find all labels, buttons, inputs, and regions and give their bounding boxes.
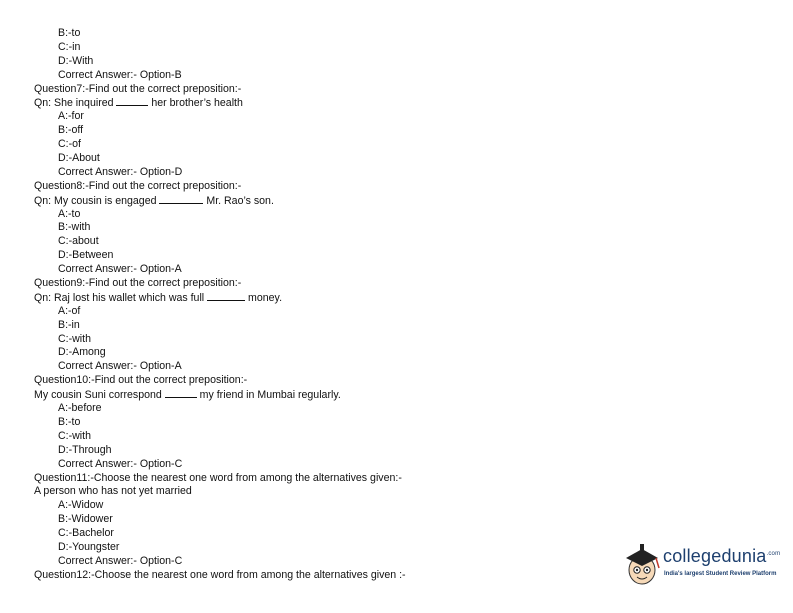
- answer-option: B:-with: [58, 221, 91, 234]
- answer-option: D:-With: [58, 54, 94, 67]
- answer-option: A:-of: [58, 304, 81, 317]
- question-heading: Question10:-Find out the correct preposition:-: [34, 374, 248, 387]
- question-stem: [34, 291, 594, 305]
- brand-name: collegedunia$^{.com}$: [663, 546, 781, 566]
- question-heading: Question8:-Find out the correct preposition:-: [34, 179, 242, 192]
- question-heading: Question11:-Choose the nearest one word from among the alternatives given:-: [34, 471, 402, 484]
- correct-answer: Correct Answer:- Option-A: [58, 360, 182, 373]
- question-heading: Question7:-Find out the correct preposition:-: [34, 82, 242, 95]
- answer-option: B:-to: [58, 415, 81, 428]
- document-body: [34, 27, 594, 583]
- question-stem: [34, 96, 594, 110]
- fill-in-blank: [165, 388, 197, 398]
- answer-option: C:-in: [58, 40, 81, 53]
- answer-option: C:-Bachelor: [58, 527, 114, 540]
- question-heading: Question12:-Choose the nearest one word from among the alternatives given :-: [34, 568, 406, 581]
- stem-text: money.: [245, 291, 283, 304]
- answer-option: B:-Widower: [58, 513, 113, 526]
- answer-option: D:-Among: [58, 346, 106, 359]
- answer-option: C:-with: [58, 332, 91, 345]
- question-stem: [34, 194, 594, 208]
- fill-in-blank: [116, 96, 148, 106]
- stem-text: Qn: My cousin is engaged: [34, 194, 160, 207]
- correct-answer: Correct Answer:- Option-B: [58, 68, 182, 81]
- question-stem: [34, 388, 594, 402]
- answer-option: C:-with: [58, 429, 91, 442]
- stem-text: Qn: She inquired: [34, 97, 117, 110]
- stem-text: Mr. Rao’s son.: [203, 194, 274, 207]
- correct-answer: Correct Answer:- Option-C: [58, 457, 183, 470]
- answer-option: C:-about: [58, 235, 99, 248]
- answer-option: A:-Widow: [58, 499, 104, 512]
- mascot-logo-icon: [620, 540, 664, 588]
- answer-option: B:-in: [58, 318, 80, 331]
- stem-text: her brother’s health: [148, 97, 243, 110]
- answer-option: B:-off: [58, 124, 84, 137]
- answer-option: A:-to: [58, 207, 81, 220]
- fill-in-blank: [207, 291, 245, 301]
- question-stem: A person who has not yet married: [34, 485, 192, 498]
- answer-option: D:-Youngster: [58, 540, 120, 553]
- answer-option: D:-Between: [58, 249, 114, 262]
- answer-option: D:-About: [58, 152, 100, 165]
- answer-option: B:-to: [58, 27, 81, 39]
- brand-tagline: India's largest Student Review Platform: [664, 571, 777, 577]
- correct-answer: Correct Answer:- Option-C: [58, 554, 183, 567]
- answer-option: A:-for: [58, 110, 84, 123]
- answer-option: C:-of: [58, 138, 81, 151]
- collegedunia-watermark: [620, 540, 785, 590]
- stem-text: My cousin Suni correspond: [34, 389, 165, 402]
- question-heading: Question9:-Find out the correct preposition:-: [34, 277, 242, 290]
- answer-option: D:-Through: [58, 443, 112, 456]
- correct-answer: Correct Answer:- Option-D: [58, 165, 183, 178]
- answer-option: A:-before: [58, 402, 102, 415]
- stem-text: Qn: Raj lost his wallet which was full: [34, 291, 208, 304]
- fill-in-blank: [159, 194, 203, 204]
- correct-answer: Correct Answer:- Option-A: [58, 263, 182, 276]
- stem-text: my friend in Mumbai regularly.: [196, 389, 341, 402]
